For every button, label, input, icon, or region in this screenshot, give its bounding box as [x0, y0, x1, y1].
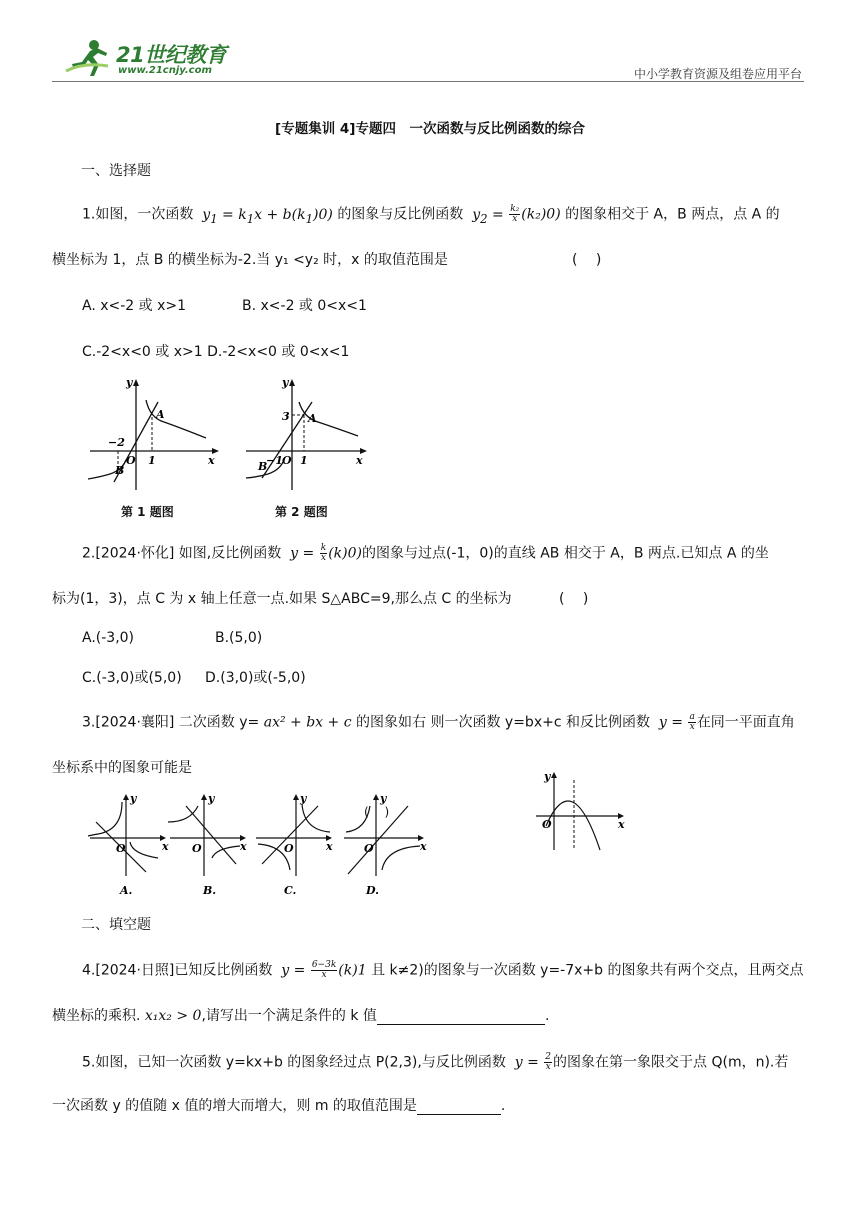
- svg-text:D.: D.: [366, 884, 379, 897]
- figure-2-caption: 第 2 题图: [275, 505, 328, 519]
- q3-line1: 3.[2024·襄阳] 二次函数 y= ax² + bx + c 的图象如右 则一次函数 y=bx+c 和反比例函数 y = $\frac{a}{x}$ 在同一平面直角: [82, 712, 795, 732]
- svg-text:−2: −2: [108, 436, 125, 449]
- section-choice: 一、选择题: [81, 163, 151, 179]
- q1-line2: 横坐标为 1，点 B 的横坐标为-2.当 y₁ <y₂ 时，x 的取值范围是 ( ): [52, 252, 602, 268]
- q3-graph-a: [88, 792, 169, 897]
- page-title: [专题集训 4]专题四 一次函数与反比例函数的综合: [275, 121, 585, 137]
- figure-1-graph: [86, 378, 222, 496]
- q4-line2: 横坐标的乘积. x₁x₂ > 0,请写出一个满足条件的 k 值 .: [52, 1008, 550, 1024]
- svg-text:y: y: [380, 792, 387, 805]
- svg-text:3: 3: [282, 410, 290, 423]
- svg-text:O: O: [284, 842, 294, 855]
- q1-line1: 1.如图，一次函数 $y_1 = k_1x + b(k_1)0$) 的图象与反比例函数 $y_2$ = $\frac{\text{k₂}}{x}$ (k₂)0) 的图象相交于 A，B 两点，点 A 的: [82, 204, 780, 226]
- q5-line1: 5.如图，已知一次函数 y=kx+b 的图象经过点 P(2,3),与反比例函数 y = $\frac{2}{x}$ 的图象在第一象限交于点 Q(m，n).若: [82, 1052, 789, 1072]
- svg-text:1: 1: [300, 454, 308, 467]
- q3-option-graphs: [86, 792, 436, 902]
- q5-answer-blank[interactable]: [417, 1100, 501, 1115]
- svg-text:x: x: [162, 840, 169, 853]
- q3-line2: 坐标系中的图象可能是: [52, 760, 192, 776]
- logo-text: 21世纪教育: [116, 43, 227, 67]
- q1-option-cd: C.-2<x<0 或 x>1 D.-2<x<0 或 0<x<1: [82, 344, 350, 360]
- svg-text:y: y: [126, 378, 133, 389]
- svg-text:O: O: [282, 454, 292, 467]
- svg-text:−1: −1: [266, 454, 283, 467]
- svg-text:x: x: [356, 454, 363, 467]
- platform-name: 中小学教育资源及组卷应用平台: [633, 67, 802, 81]
- svg-text:B: B: [115, 464, 125, 477]
- logo: [64, 38, 239, 82]
- q5-line2: 一次函数 y 的值随 x 值的增大而增大，则 m 的取值范围是 .: [52, 1098, 506, 1114]
- svg-text:y: y: [282, 378, 289, 389]
- figure-1-caption: 第 1 题图: [121, 505, 174, 519]
- section-fill: 二、填空题: [81, 917, 151, 933]
- svg-text:C.: C.: [284, 884, 297, 897]
- q4-answer-blank[interactable]: [377, 1010, 545, 1025]
- svg-text:y: y: [300, 792, 307, 805]
- logo-url: www.21cnjy.com: [118, 65, 212, 76]
- runner-logo-icon: [64, 38, 112, 78]
- q2-option-a: A.(-3,0): [82, 630, 135, 646]
- svg-text:x: x: [326, 840, 333, 853]
- svg-text:A.: A.: [120, 884, 133, 897]
- svg-text:x: x: [618, 818, 625, 831]
- svg-text:B: B: [258, 460, 268, 473]
- svg-text:O: O: [116, 842, 126, 855]
- q3-graph-b: [168, 792, 247, 897]
- q2-line1: 2.[2024·怀化] 如图,反比例函数 y = $\frac{k}{x}$ (k)0)的图象与过点(-1，0)的直线 AB 相交于 A，B 两点.已知点 A 的坐: [82, 543, 769, 563]
- svg-text:A: A: [156, 408, 165, 421]
- svg-text:O: O: [126, 454, 136, 467]
- page-header: [52, 38, 804, 82]
- svg-text:O: O: [192, 842, 202, 855]
- q4-line1: 4.[2024·日照]已知反比例函数 y = $\frac{6-3k}{x}$ (k)1 且 k≠2)的图象与一次函数 y=-7x+b 的图象共有两个交点，且两交点: [82, 960, 804, 980]
- q3-parabola-graph: [534, 770, 630, 854]
- svg-text:O: O: [542, 818, 552, 831]
- svg-text:x: x: [208, 454, 215, 467]
- q2-option-d: D.(3,0)或(-5,0): [205, 670, 306, 686]
- svg-text:y: y: [130, 792, 137, 805]
- svg-text:x: x: [240, 840, 247, 853]
- figure-2-graph: [242, 378, 372, 496]
- header-divider: [52, 81, 804, 82]
- q2-option-c: C.(-3,0)或(5,0): [82, 670, 182, 686]
- svg-text:1: 1: [148, 454, 156, 467]
- q2-line2: 标为(1，3)，点 C 为 x 轴上任意一点.如果 S△ABC=9,那么点 C 的坐标为 ( ): [52, 591, 589, 607]
- q2-option-b: B.(5,0): [215, 630, 263, 646]
- svg-text:B.: B.: [203, 884, 217, 897]
- q1-option-b: B. x<-2 或 0<x<1: [242, 298, 367, 314]
- svg-text:A: A: [308, 412, 317, 425]
- q3-graph-c: [256, 792, 333, 897]
- svg-text:x: x: [420, 840, 427, 853]
- q3-answer-paren: ( ): [364, 805, 390, 819]
- q1-option-a: A. x<-2 或 x>1: [82, 298, 187, 314]
- svg-text:O: O: [364, 842, 374, 855]
- svg-text:y: y: [208, 792, 215, 805]
- svg-text:y: y: [544, 770, 551, 783]
